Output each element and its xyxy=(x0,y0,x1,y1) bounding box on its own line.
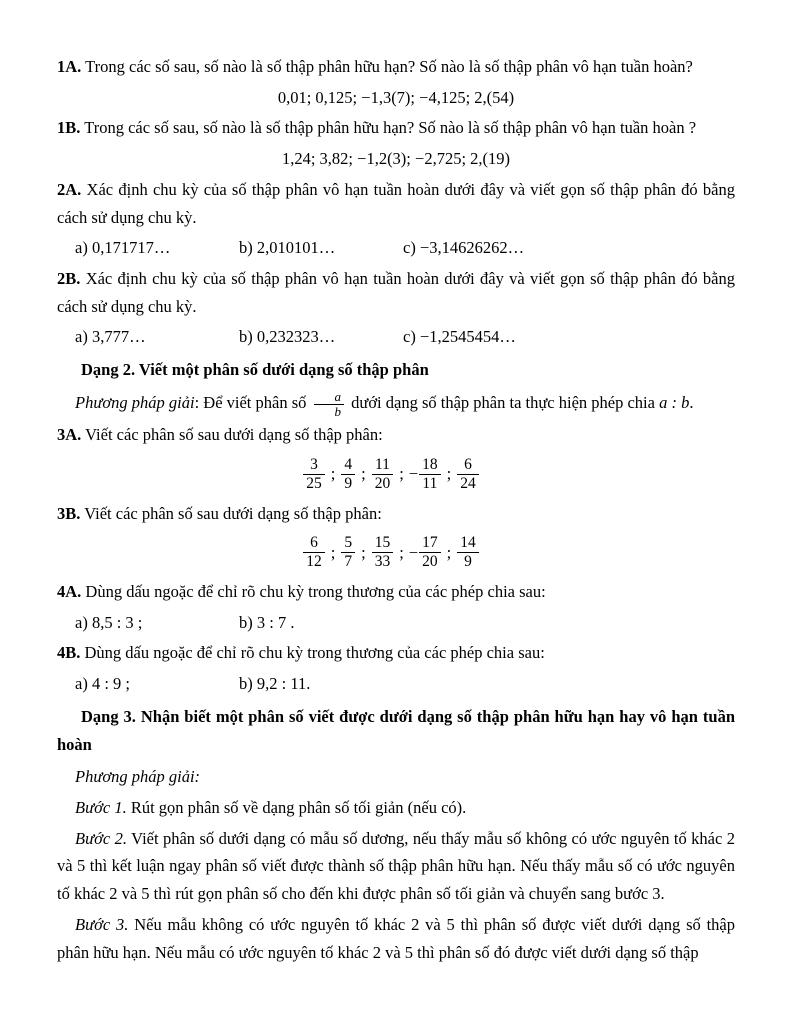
option-value: 2,010101… xyxy=(256,238,336,258)
option-value: 4 : 9 ; xyxy=(91,674,130,694)
option-label: a) xyxy=(75,327,88,347)
option-4b-a xyxy=(75,670,239,698)
fraction: $\frac{5}{7}$ ; xyxy=(340,541,370,560)
section-heading-dang-2: Dạng 2. Viết một phân số dưới dạng số thập phân xyxy=(81,360,429,380)
problem-2a-text: Xác định chu kỳ của số thập phân vô hạn tuần hoàn dưới đây và viết gọn số thập phân đó bằng cách sử dụng chu kỳ. xyxy=(57,179,735,227)
option-value: −3,14626262… xyxy=(419,238,525,258)
problem-1b xyxy=(57,114,735,142)
option-value: 9,2 : 11. xyxy=(256,674,311,694)
option-2a-c xyxy=(403,234,524,262)
option-2b-b xyxy=(239,323,403,351)
method-paragraph-dang-2 xyxy=(57,389,735,418)
method-division-expr: a : b xyxy=(659,392,690,412)
problem-3a-text: Viết các phân số sau dưới dạng số thập phân: xyxy=(85,425,383,445)
problem-3a xyxy=(57,421,735,449)
problem-2b xyxy=(57,265,735,320)
option-label: c) xyxy=(403,327,416,347)
problem-4a-label: 4A. xyxy=(57,581,82,601)
fraction: $\frac{6}{24}$ xyxy=(456,463,490,482)
problem-3b-text: Viết các phân số sau dưới dạng số thập phân: xyxy=(84,503,382,523)
option-value: −1,2545454… xyxy=(419,327,516,347)
fraction: $\frac{15}{33}$ ; xyxy=(371,541,409,560)
step-3-text: Nếu mẫu không có ước nguyên tố khác 2 và 5 thì phân số được viết dưới dạng số thập phân hữu hạn. Nếu mẫu có ước nguyên tố khác 2 và 5 thì phân số đó được viết dưới dạng số thập xyxy=(57,914,735,962)
problem-1a xyxy=(57,53,735,81)
option-value: 8,5 : 3 ; xyxy=(91,612,143,632)
problem-4a xyxy=(57,578,735,606)
problem-4a-text: Dùng dấu ngoặc để chỉ rõ chu kỳ trong thương của các phép chia sau: xyxy=(85,581,546,601)
option-4b-b xyxy=(239,670,310,698)
options-row-4b xyxy=(57,670,735,698)
math-line-1b: 1,24; 3,82; −1,2(3); −2,725; 2,(19) xyxy=(281,149,511,169)
fraction-line-3b xyxy=(57,534,735,571)
problem-1a-label: 1A. xyxy=(57,57,82,76)
step-1 xyxy=(57,794,735,822)
inline-fraction-a-b: $\frac{a}{b}$ xyxy=(314,390,345,418)
method-dot: . xyxy=(689,392,694,412)
method-lead: Phương pháp giải xyxy=(75,392,195,412)
step-3 xyxy=(57,911,735,966)
option-value: 0,171717… xyxy=(91,238,171,258)
option-value: 0,232323… xyxy=(256,327,336,347)
step-2-label: Bước 2. xyxy=(75,828,128,848)
fraction: $\frac{14}{9}$ xyxy=(456,541,490,560)
option-label: b) xyxy=(239,238,253,258)
option-label: a) xyxy=(75,674,88,694)
problem-1b-label: 1B. xyxy=(57,118,81,138)
fraction: $\frac{11}{20}$ ; xyxy=(371,463,409,482)
problem-3a-label: 3A. xyxy=(57,425,82,445)
option-2a-b xyxy=(239,234,403,262)
option-label: b) xyxy=(239,612,253,632)
method-post: dưới dạng số thập phân ta thực hiện phép chia xyxy=(351,392,655,412)
option-label: a) xyxy=(75,612,88,632)
step-2 xyxy=(57,825,735,908)
problem-2a-label: 2A. xyxy=(57,179,82,199)
options-row-2a xyxy=(57,234,735,262)
step-1-label: Bước 1. xyxy=(75,797,127,817)
option-2b-c xyxy=(403,323,516,351)
option-2b-a xyxy=(75,323,239,351)
option-value: 3,777… xyxy=(91,327,146,347)
math-line-1a: 0,01; 0,125; −1,3(7); −4,125; 2,(54) xyxy=(277,87,515,107)
option-label: b) xyxy=(239,327,253,347)
problem-3b-label: 3B. xyxy=(57,503,81,523)
fraction: − $\frac{17}{20}$ ; xyxy=(408,534,452,571)
option-label: c) xyxy=(403,238,416,258)
option-2a-a xyxy=(75,234,239,262)
step-2-text: Viết phân số dưới dạng có mẫu số dương, nếu thấy mẫu số không có ước nguyên tố khác 2 và 5 thì kết luận ngay phân số viết được thành số thập phân hữu hạn. Nếu thấy mẫu số có ước nguyên tố khác 2 và 5 thì rút gọn phân số cho đến khi được phân số tối giản và chuyển sang bước 3. xyxy=(57,828,735,904)
fraction-line-3a xyxy=(57,456,735,493)
problem-1b-text: Trong các số sau, số nào là số thập phân hữu hạn? Số nào là số thập phân vô hạn tuần hoàn ? xyxy=(84,118,697,138)
fraction: $\frac{6}{12}$ ; xyxy=(302,541,340,560)
problem-2b-text: Xác định chu kỳ của số thập phân vô hạn tuần hoàn dưới đây và viết gọn số thập phân đó bằng cách sử dụng chu kỳ. xyxy=(57,269,735,316)
section-heading-dang-3: Dạng 3. Nhận biết một phân số viết được dưới dạng số thập phân hữu hạn hay vô hạn tuần hoàn xyxy=(57,706,735,754)
fraction: − $\frac{18}{11}$ ; xyxy=(408,455,452,492)
fraction: $\frac{4}{9}$ ; xyxy=(340,463,370,482)
problem-1a-text: Trong các số sau, số nào là số thập phân hữu hạn? Số nào là số thập phân vô hạn tuần hoàn? xyxy=(85,57,693,76)
option-4a-a xyxy=(75,609,239,637)
problem-4b-text: Dùng dấu ngoặc để chỉ rõ chu kỳ trong thương của các phép chia sau: xyxy=(84,643,545,663)
step-3-label: Bước 3. xyxy=(75,914,129,934)
options-row-2b xyxy=(57,323,735,351)
method-heading-dang-3: Phương pháp giải: xyxy=(75,767,201,787)
option-label: a) xyxy=(75,238,88,258)
step-1-text: Rút gọn phân số về dạng phân số tối giản (nếu có). xyxy=(130,797,467,817)
problem-2a xyxy=(57,176,735,231)
problem-2b-label: 2B. xyxy=(57,269,81,289)
problem-3b xyxy=(57,500,735,528)
method-pre: : Để viết phân số xyxy=(194,392,307,412)
option-value: 3 : 7 . xyxy=(256,612,295,632)
option-4a-b xyxy=(239,609,294,637)
problem-4b xyxy=(57,639,735,667)
option-label: b) xyxy=(239,674,253,694)
options-row-4a xyxy=(57,609,735,637)
problem-4b-label: 4B. xyxy=(57,643,81,663)
fraction: $\frac{3}{25}$ ; xyxy=(302,463,340,482)
